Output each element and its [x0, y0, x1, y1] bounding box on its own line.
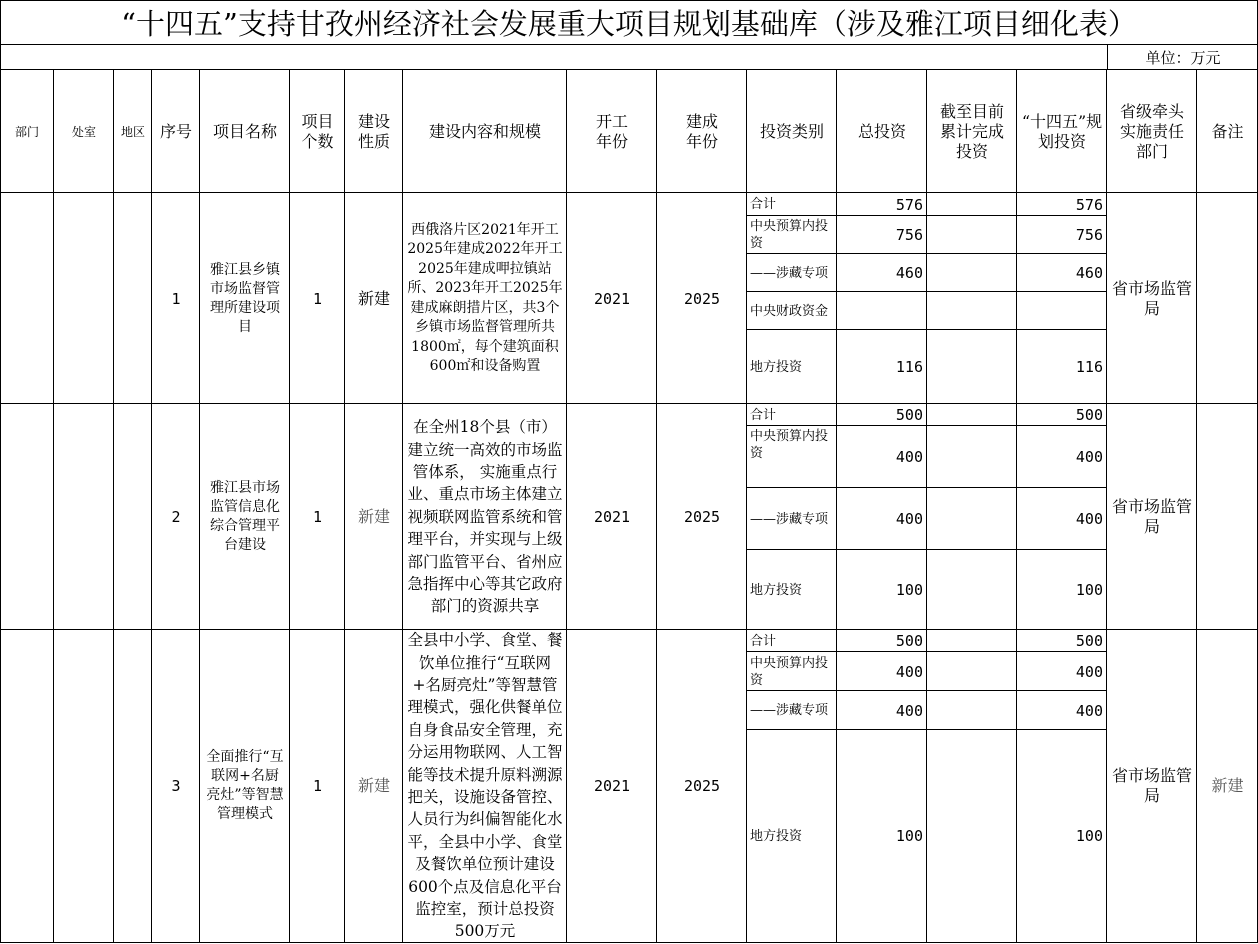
- project-1-inv-completed: [927, 216, 1017, 254]
- project-3-name: 全面推行“互联网+名厨亮灶”等智慧管理模式: [206, 749, 284, 822]
- header-note: 备注: [1211, 121, 1244, 141]
- project-2-inv-total: 100: [895, 581, 923, 599]
- project-2-content: 在全州18个县（市）建立统一高效的市场监管体系， 实施重点行业、重点市场主体建立视频联网监管系统和管理平台，并实现与上级部门监管平台、省州应急指挥中心等其它政府部门的资源共享: [407, 418, 563, 616]
- project-2-inv-total: 500: [895, 406, 923, 424]
- header-completed: 截至目前累计完成投资: [939, 101, 1004, 161]
- project-2-start: 2021: [593, 508, 631, 526]
- project-3-inv-completed: [927, 652, 1017, 691]
- header-seq: 序号: [159, 121, 192, 141]
- project-2-inv-completed: [927, 488, 1017, 550]
- project-3-inv-plan: 400: [1075, 662, 1103, 681]
- project-1-start: 2021: [593, 289, 631, 308]
- project-3-inv-plan: 400: [1075, 701, 1103, 720]
- project-1-inv-total: 460: [895, 264, 923, 282]
- header-content: 建设内容和规模: [428, 121, 541, 141]
- header-count: 项目个数: [301, 111, 334, 151]
- project-1-inv-label: 地方投资: [750, 359, 803, 375]
- project-3-inv-plan: 100: [1075, 827, 1103, 845]
- project-1-inv-label: 中央预算内投资: [750, 219, 829, 251]
- header-office: 处室: [71, 124, 96, 139]
- project-2-name: 雅江县市场监管信息化综合管理平台建设: [210, 480, 280, 553]
- project-3-note: 新建: [1211, 776, 1244, 795]
- project-2-inv-total: 400: [895, 448, 923, 466]
- project-1-inv-total: 576: [895, 195, 923, 214]
- project-2-inv-plan: 400: [1075, 510, 1103, 528]
- project-1-inv-label: ——涉藏专项: [750, 265, 829, 281]
- project-3-inv-label: ——涉藏专项: [750, 703, 829, 718]
- project-3-seq: 3: [171, 777, 181, 795]
- project-1-inv-total: [837, 292, 927, 330]
- project-1-lead: 省市场监管局: [1111, 278, 1192, 318]
- project-3-inv-label: 中央预算内投资: [750, 655, 829, 688]
- project-1-note: [1197, 193, 1258, 404]
- unit-label: 单位：万元: [1145, 48, 1221, 67]
- project-2-inv-label: 地方投资: [750, 582, 803, 598]
- project-2-lead: 省市场监管局: [1111, 497, 1192, 536]
- project-3-inv-total: 100: [895, 827, 923, 845]
- project-1-inv-total: 756: [895, 226, 923, 244]
- project-2-inv-completed: [927, 404, 1017, 426]
- project-2-inv-total: 400: [895, 510, 923, 528]
- project-2-inv-label: ——涉藏专项: [750, 511, 829, 527]
- header-region: 地区: [120, 124, 145, 139]
- project-1-seq: 1: [171, 289, 181, 308]
- project-1-inv-plan: 576: [1075, 195, 1103, 214]
- project-3-lead: 省市场监管局: [1111, 766, 1192, 805]
- project-2-inv-label: 中央预算内投资: [750, 429, 829, 461]
- project-1-end: 2025: [683, 289, 721, 308]
- project-1-count: 1: [312, 289, 323, 308]
- project-1-inv-label: 合计: [750, 197, 777, 212]
- project-1-inv-plan: 460: [1075, 264, 1103, 282]
- header-start: 开工年份: [595, 111, 628, 151]
- project-2-inv-plan: 500: [1075, 406, 1103, 424]
- project-1-inv-plan: 116: [1075, 358, 1103, 376]
- project-1-inv-plan: [1017, 292, 1107, 330]
- project-3-start: 2021: [593, 777, 631, 795]
- project-3-inv-completed: [927, 730, 1017, 942]
- page-title: “十四五”支持甘孜州经济社会发展重大项目规划基础库（涉及雅江项目细化表）: [121, 6, 1137, 41]
- project-2-end: 2025: [683, 508, 721, 526]
- project-3-nature: 新建: [357, 776, 390, 795]
- project-3-count: 1: [312, 777, 323, 795]
- project-1-nature: 新建: [357, 288, 390, 308]
- project-2-inv-plan: 400: [1075, 448, 1103, 466]
- project-3-inv-label: 合计: [750, 633, 777, 649]
- project-3-inv-plan: 500: [1075, 632, 1103, 650]
- header-dept: 部门: [14, 124, 39, 139]
- header-lead: 省级牵头实施责任部门: [1119, 101, 1184, 161]
- project-3-inv-total: 400: [895, 701, 923, 720]
- header-end: 建成年份: [685, 111, 718, 151]
- project-2-inv-label: 合计: [750, 407, 777, 423]
- project-1-content: 西俄洛片区2021年开工2025年建成2022年开工2025年建成呷拉镇站所、2023年开工2025年建成麻朗措片区，共3个乡镇市场监督管理所共1800㎡，每个建筑面积600㎡和设备购置: [407, 221, 563, 374]
- project-3-end: 2025: [683, 777, 721, 795]
- project-3-inv-label: 地方投资: [750, 828, 803, 844]
- project-3-inv-total: 500: [895, 632, 923, 650]
- project-1-name: 雅江县乡镇市场监督管理所建设项目: [210, 261, 280, 335]
- header-name: 项目名称: [212, 121, 277, 141]
- project-2-nature: 新建: [357, 507, 390, 526]
- header-total: 总投资: [857, 121, 906, 141]
- header-plan: “十四五”规划投资: [1021, 111, 1103, 151]
- project-1-inv-completed: [927, 330, 1017, 404]
- project-2-inv-completed: [927, 426, 1017, 488]
- project-1-inv-completed: [927, 292, 1017, 330]
- project-1-inv-completed: [927, 254, 1017, 292]
- project-2-inv-plan: 100: [1075, 581, 1103, 599]
- project-3-content: 全县中小学、食堂、餐饮单位推行“互联网+名厨亮灶”等智慧管理模式，强化供餐单位自身食品安全管理，充分运用物联网、人工智能等技术提升原料溯源把关，设施设备管控、人员行为纠偏智能化水平，全县中小学、食堂及餐饮单位预计建设600个点及信息化平台监控室，预计总投资500万元: [407, 631, 563, 941]
- project-1-inv-total: 116: [895, 358, 923, 376]
- project-2-note: [1197, 404, 1258, 630]
- header-inv-type: 投资类别: [759, 121, 824, 141]
- header-nature: 建设性质: [357, 111, 390, 151]
- project-3-inv-completed: [927, 630, 1017, 652]
- project-1-inv-label: 中央财政资金: [750, 303, 829, 319]
- project-2-inv-completed: [927, 550, 1017, 630]
- project-1-inv-plan: 756: [1075, 226, 1103, 244]
- project-2-seq: 2: [171, 508, 181, 526]
- project-1-inv-completed: [927, 193, 1017, 216]
- project-3-inv-total: 400: [895, 662, 923, 681]
- project-3-inv-completed: [927, 691, 1017, 730]
- project-2-count: 1: [312, 508, 323, 526]
